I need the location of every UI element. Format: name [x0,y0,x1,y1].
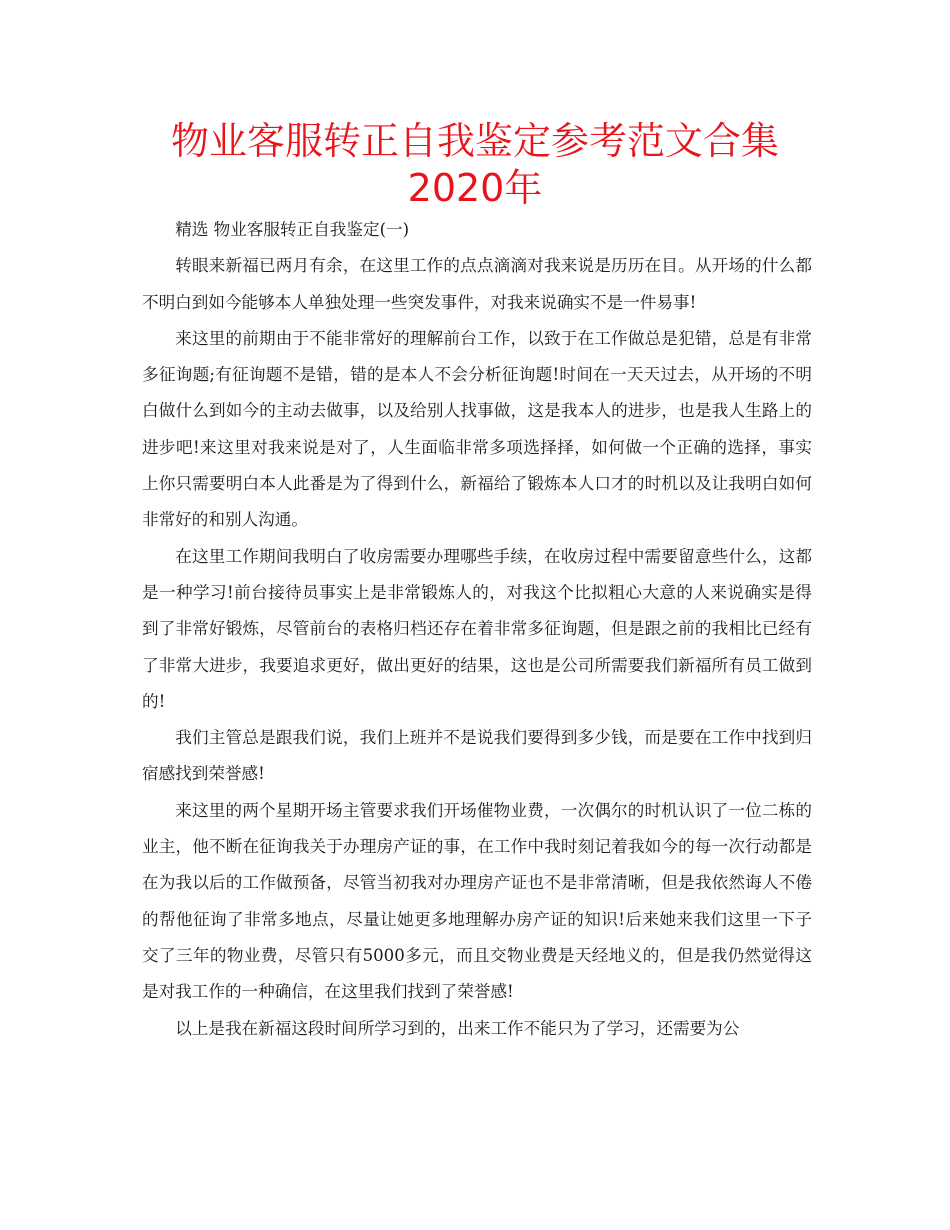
section-heading: 精选 物业客服转正自我鉴定(一) [175,220,410,239]
body-paragraph: 在这里工作期间我明白了收房需要办理哪些手续，在收房过程中需要留意些什么，这都是一种学习!前台接待员事实上是非常锻炼人的，对我这个比拟粗心大意的人来说确实是得到了非常好锻炼，尽管前台的表格归档还存在着非常多征询题，但是跟之前的我相比已经有了非常大进步，我要追求更好，做出更好的结果，这也是公司所需要我们新福所有员工做到的! [142,546,812,711]
body-paragraph: 以上是我在新福这段时间所学习到的，出来工作不能只为了学习，还需要为公 [175,1018,740,1038]
body-paragraph: 来这里的前期由于不能非常好的理解前台工作，以致于在工作做总是犯错，总是有非常多征询题;有征询题不是错，错的是本人不会分析征询题!时间在一天天过去，从开场的不明白做什么到如今的主动去做事，以及给别人找事做，这是我本人的进步，也是我人生路上的进步吧!来这里对我来说是对了，人生面临非常多项选择择，如何做一个正确的选择，事实上你只需要明白本人此番是为了得到什么，新福给了锻炼本人口才的时机以及让我明白如何非常好的和别人沟通。 [142,328,812,530]
document-body [142,212,812,1047]
body-paragraph: 来这里的两个星期开场主管要求我们开场催物业费，一次偶尔的时机认识了一位二栋的业主，他不断在征询我关于办理房产证的事，在工作中我时刻记着我如今的每一次行动都是在为我以后的工作做预备，尽管当初我对办理房产证也不是非常清晰，但是我依然诲人不倦的帮他征询了非常多地点，尽量让她更多地理解办房产证的知识!后来她来我们这里一下子交了三年的物业费，尽管只有5000多元，而且交物业费是天经地义的，但是我仍然觉得这是对我工作的一种确信，在这里我们找到了荣誉感! [142,800,812,1002]
body-paragraph: 我们主管总是跟我们说，我们上班并不是说我们要得到多少钱，而是要在工作中找到归宿感找到荣誉感! [142,728,812,784]
body-paragraph: 转眼来新福已两月有余，在这里工作的点点滴滴对我来说是历历在目。从开场的什么都不明白到如今能够本人单独处理一些突发事件，对我来说确实不是一件易事! [142,256,812,312]
document-title: 物业客服转正自我鉴定参考范文合集2020年 [170,119,779,210]
